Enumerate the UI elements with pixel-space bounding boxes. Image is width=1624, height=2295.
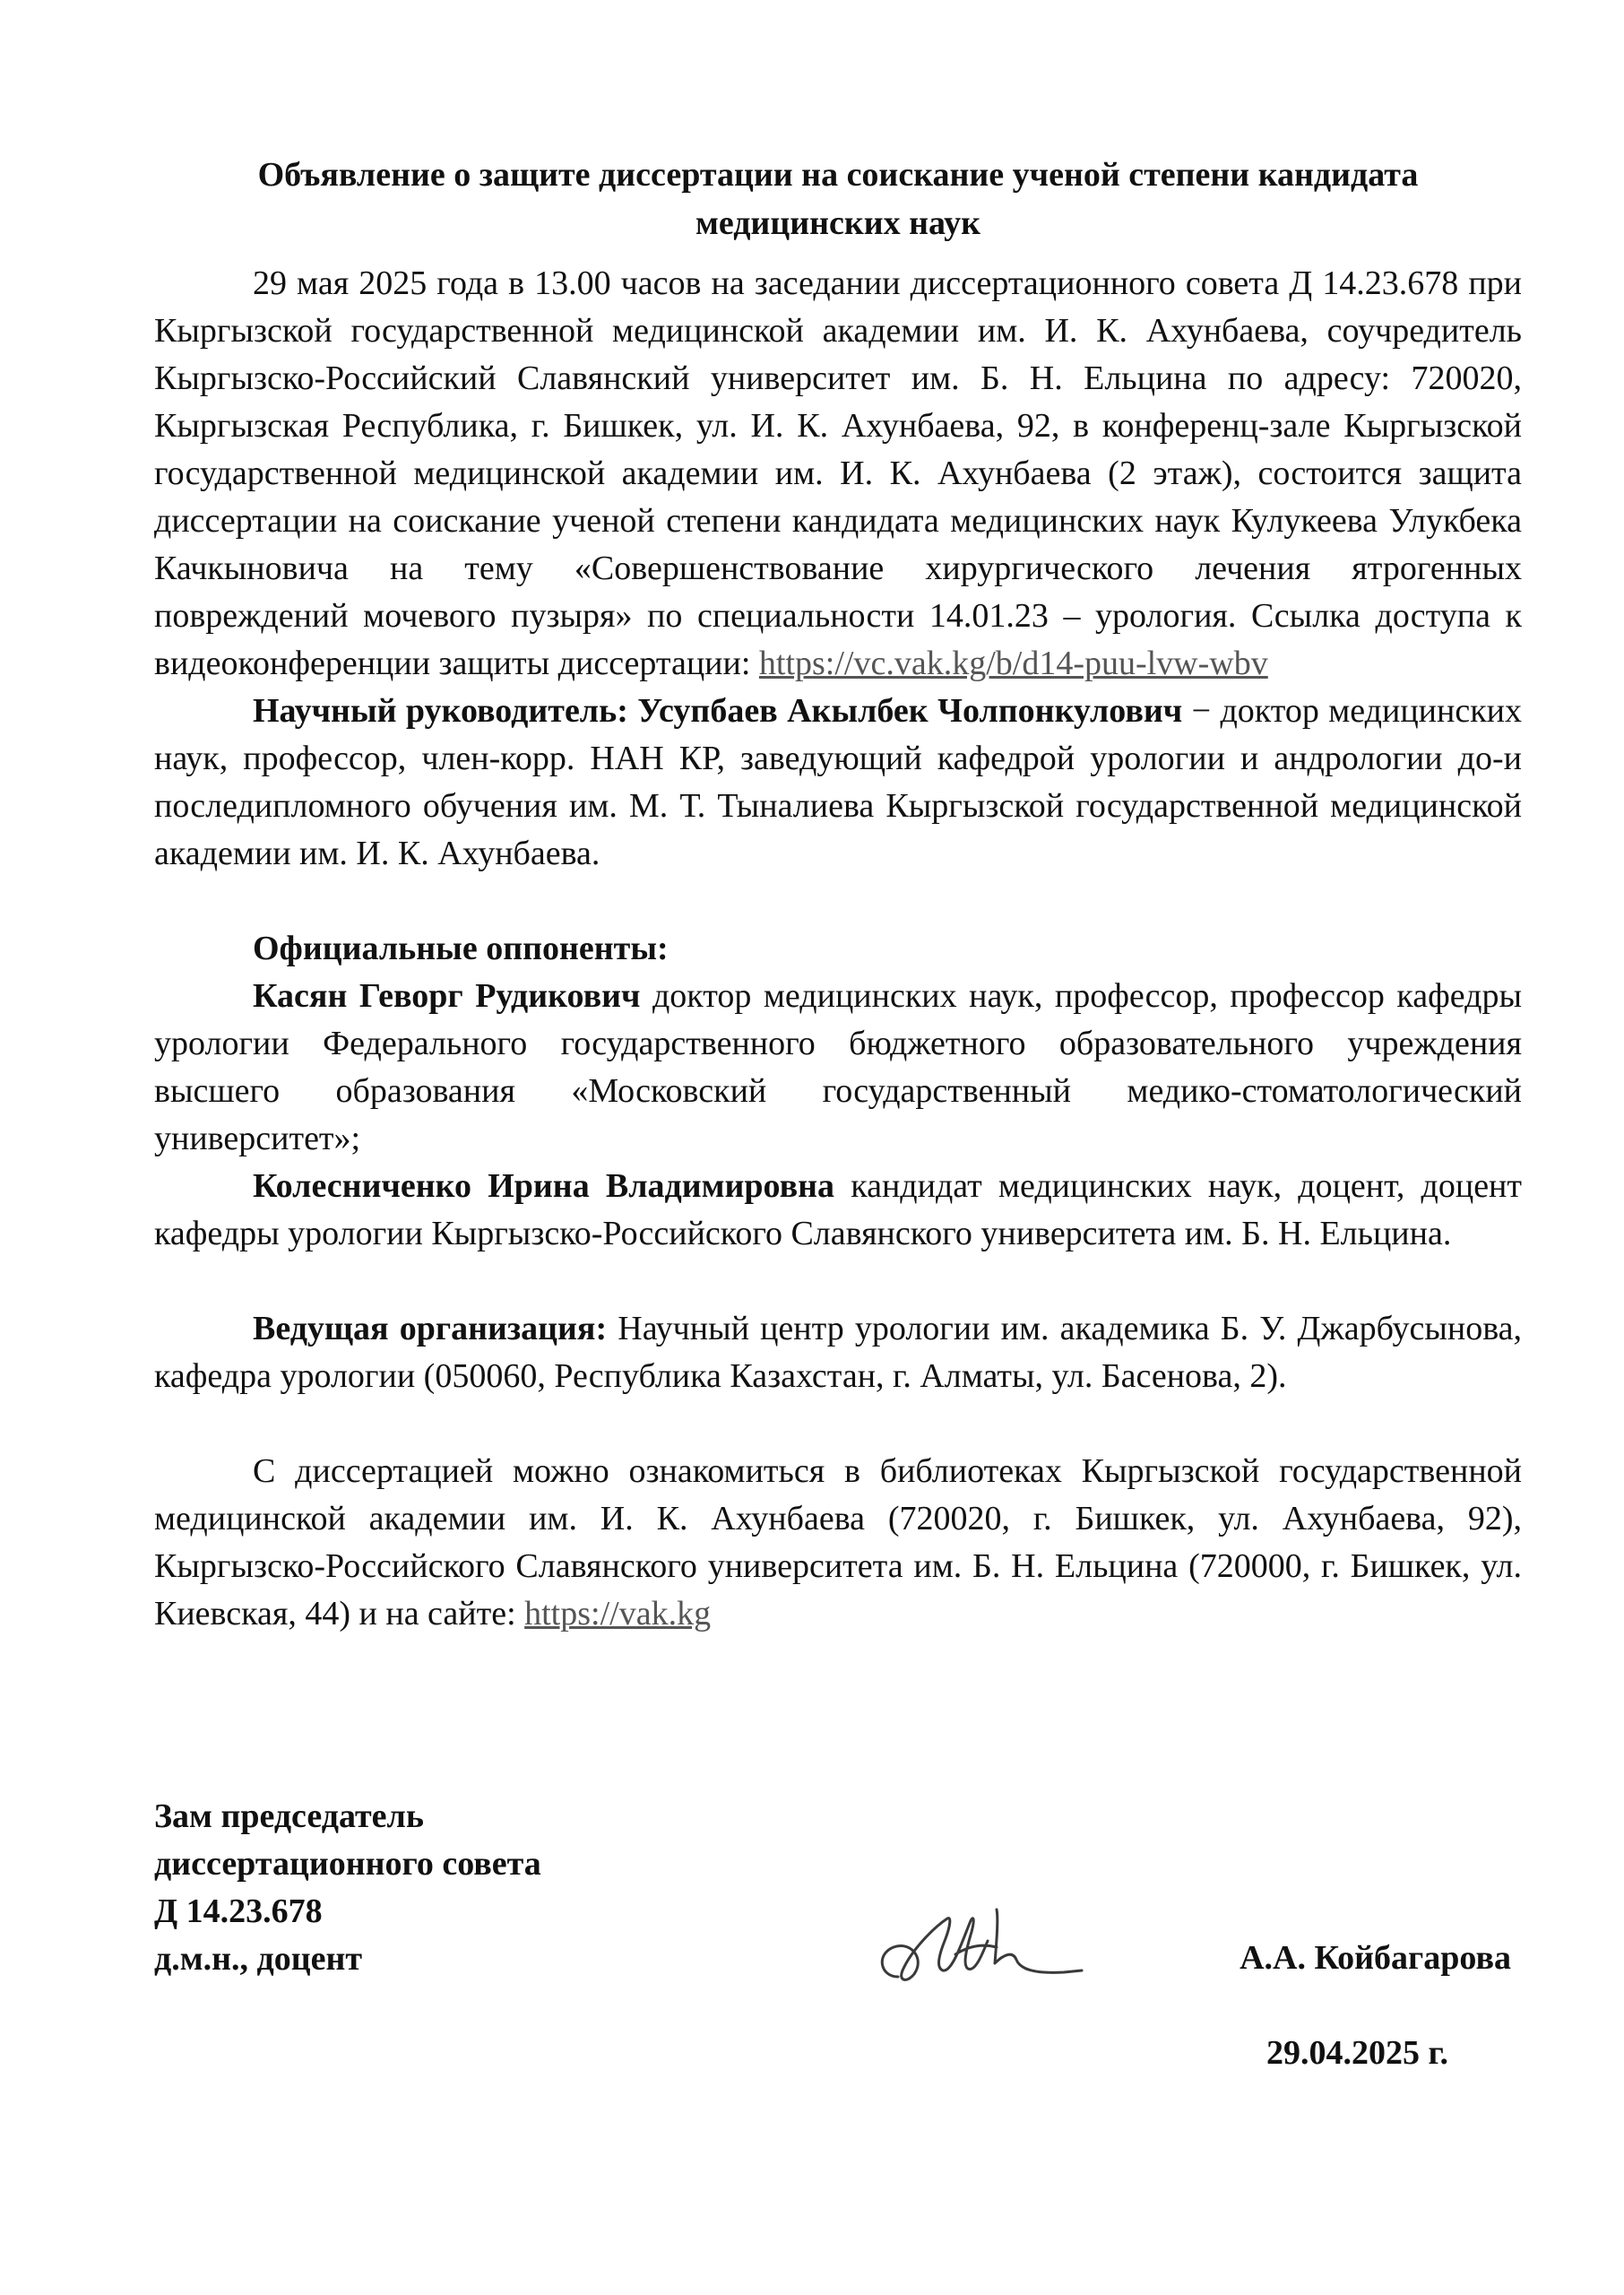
signatory-title-line: диссертационного совета [154, 1845, 541, 1883]
opponent-1-name: Касян Геворг Рудикович [253, 977, 641, 1015]
signatory-title [154, 1793, 541, 1983]
spacer [154, 1258, 1522, 1305]
vak-site-link[interactable]: https://vak.kg [524, 1595, 712, 1632]
opponent-2-paragraph [154, 1163, 1522, 1258]
opponent-1-paragraph [154, 973, 1522, 1163]
leading-org-paragraph [154, 1305, 1522, 1400]
document-body [154, 151, 1522, 1638]
signature-block [154, 1793, 1522, 2098]
supervisor-label: Научный руководитель: Усупбаев Акылбек Чолпонкулович [253, 692, 1183, 730]
signatory-title-line: д.м.н., доцент [154, 1940, 363, 1978]
handwritten-signature-icon [862, 1892, 1095, 2008]
intro-text: 29 мая 2025 года в 13.00 часов на заседании диссертационного совета Д 14.23.678 при Кыргызской государственной медицинской академии им. И. К. Ахунбаева, соучредитель Кыргызско-Российский Славянский университет им. Б. Н. Ельцина по адресу: 720020, Кыргызская Республика, г. Бишкек, ул. И. К. Ахунбаева, 92, в конференц-зале Кыргызской государственной медицинской академии им. И. К. Ахунбаева (2 этаж), состоится защита диссертации на соискание ученой степени кандидата медицинских наук Кулукеева Улукбека Качкыновича на тему «Совершенствование хирургического лечения ятрогенных повреждений мочевого пузыря» по специальности 14.01.23 – урология. Ссылка доступа к видеоконференции защиты диссертации: [154, 264, 1522, 682]
signature-date: 29.04.2025 г. [1266, 2034, 1448, 2072]
leading-org-text: Научный центр урологии им. академика Б. У. Джарбусынова, кафедра урологии (050060, Республика Казахстан, г. Алматы, ул. Басенова, 2). [154, 1310, 1522, 1395]
signatory-title-line: Зам председатель [154, 1797, 424, 1835]
intro-paragraph [154, 260, 1522, 688]
spacer [154, 878, 1522, 925]
spacer [154, 1400, 1522, 1448]
opponent-2-name: Колесниченко Ирина Владимировна [253, 1167, 835, 1205]
supervisor-text: − доктор медицинских наук, профессор, член-корр. НАН КР, заведующий кафедрой урологии и андрологии до-и последипломного обучения им. М. Т. Тыналиева Кыргызской государственной медицинской академии им. И. К. Ахунбаева. [154, 692, 1522, 872]
supervisor-paragraph [154, 688, 1522, 878]
opponent-2-text: кандидат медицинских наук, доцент, доцент кафедры урологии Кыргызско-Российского Славянского университета им. Б. Н. Ельцина. [154, 1167, 1523, 1252]
signatory-name: А.А. Койбагарова [1240, 1939, 1511, 1977]
library-text: С диссертацией можно ознакомиться в библиотеках Кыргызской государственной медицинской академии им. И. К. Ахунбаева (720020, г. Бишкек, ул. Ахунбаева, 92), Кыргызско-Российского Славянского университета им. Б. Н. Ельцина (720000, г. Бишкек, ул. Киевская, 44) и на сайте: [154, 1452, 1522, 1632]
library-paragraph [154, 1448, 1522, 1638]
leading-org-label: Ведущая организация: [253, 1310, 608, 1347]
opponent-1-text: доктор медицинских наук, профессор, профессор кафедры урологии Федерального государственного бюджетного образовательного учреждения высшего образования «Московский государственный медико-стоматологический университет»; [154, 977, 1523, 1157]
opponents-heading: Официальные оппоненты: [253, 930, 669, 967]
videoconference-link[interactable]: https://vc.vak.kg/b/d14-puu-lvw-wbv [758, 645, 1268, 682]
signatory-title-line: Д 14.23.678 [154, 1892, 323, 1930]
document-title: Объявление о защите диссертации на соискание ученой степени кандидата медицинских наук [257, 156, 1419, 242]
